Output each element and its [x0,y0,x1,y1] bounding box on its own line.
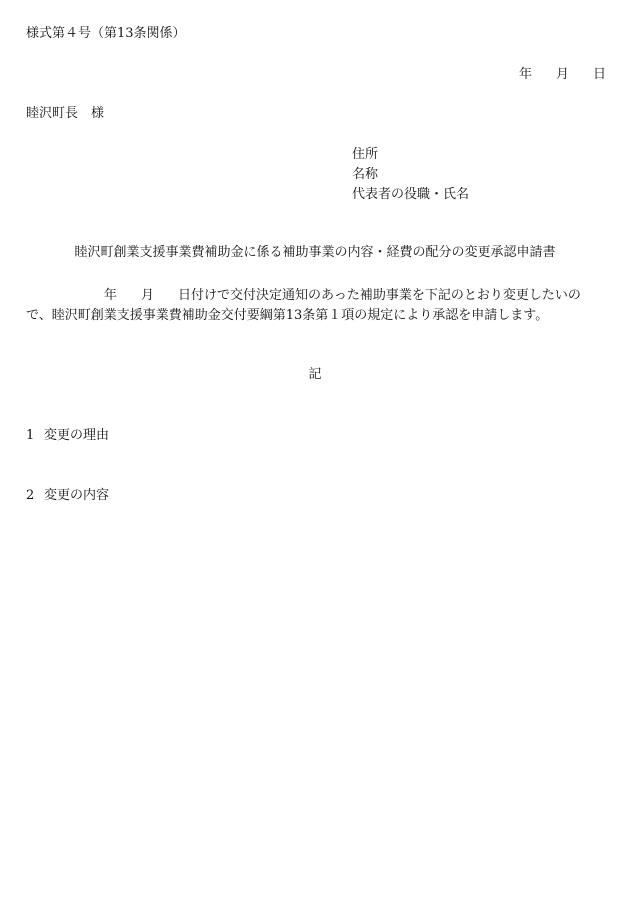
item-change-content [26,486,109,506]
applicant-address-label: 住所 [352,147,379,162]
applicant-block [352,145,469,205]
ki-heading: 記 [308,367,322,382]
item-label: 変更の内容 [44,488,110,503]
applicant-name-label: 名称 [352,167,379,182]
body-month: 月 [141,288,155,303]
item-number: 2 [26,488,35,503]
date-year: 年 [518,67,532,82]
body-year: 年 [104,288,118,303]
applicant-representative-label: 代表者の役職・氏名 [352,187,470,202]
date-line [519,65,606,85]
addressee: 睦沢町長 様 [26,106,105,121]
item-label: 変更の理由 [44,428,110,443]
body-text: 日付けで交付決定通知のあった補助事業を下記のとおり変更したいので、睦沢町創業支援事業費補助金交付要綱第13条第１項の規定により承認を申請します。 [26,288,581,323]
item-change-reason [26,426,109,446]
form-number: 様式第４号（第13条関係） [26,26,186,41]
body-paragraph [26,286,606,326]
date-day: 日 [592,67,606,82]
item-number: 1 [26,428,35,443]
date-month: 月 [555,67,569,82]
document-title: 睦沢町創業支援事業費補助金に係る補助事業の内容・経費の配分の変更承認申請書 [74,245,556,260]
